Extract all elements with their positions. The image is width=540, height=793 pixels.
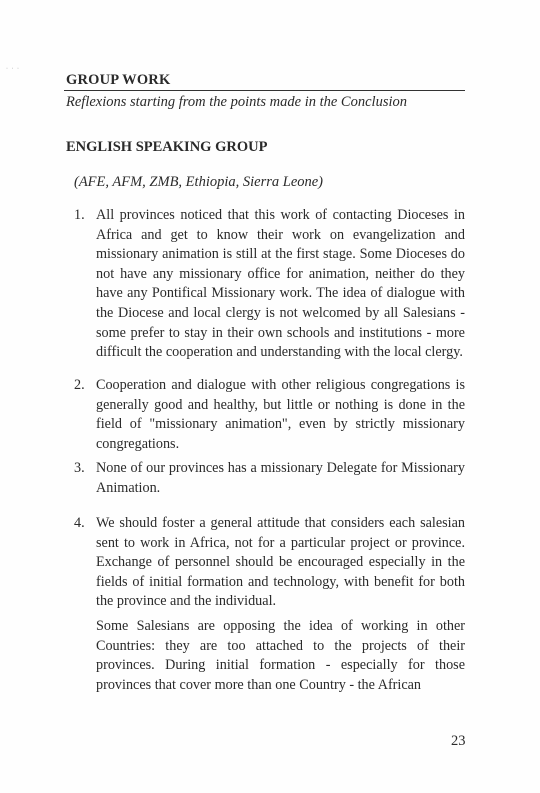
item-number: 2. bbox=[74, 377, 85, 393]
item-number: 1. bbox=[74, 207, 85, 223]
heading-rule bbox=[64, 90, 465, 91]
list-item-2 bbox=[74, 376, 465, 454]
list-item-4 bbox=[74, 514, 465, 612]
page-subtitle: Reflexions starting from the points made in the Conclusion bbox=[66, 94, 407, 110]
item-number: 4. bbox=[74, 515, 85, 531]
item-number: 3. bbox=[74, 460, 85, 476]
list-item-3 bbox=[74, 459, 465, 498]
group-provinces: (AFE, AFM, ZMB, Ethiopia, Sierra Leone) bbox=[74, 174, 324, 190]
section-title: ENGLISH SPEAKING GROUP bbox=[66, 139, 268, 155]
item-text: We should foster a general attitude that considers each salesian sent to work in Africa, not for a particular project or province. Exchange of personnel should be encouraged especially in the fields of initial formation and technology, with benefit for both the province and the individual. bbox=[96, 515, 465, 610]
page-number: 23 bbox=[451, 733, 466, 749]
list-item-1 bbox=[74, 206, 465, 363]
item-text: All provinces noticed that this work of contacting Dioceses in Africa and get to know their work on evangelization and missionary animation is still at the first stage. Some Dioceses do not have any missionary office for animation, neither do they have any Pontifical Missionary work. The idea of dialogue with the Diocese and local clergy is not welcomed by all Salesians - some prefer to stay in their own schools and institutions - more difficult the cooperation and understanding with the local clergy. bbox=[96, 207, 465, 361]
page-heading: GROUP WORK bbox=[66, 72, 171, 88]
item-text: Cooperation and dialogue with other religious congregations is generally good and healthy, but little or nothing is done in the field of "missionary animation", even by strictly missionary congregations. bbox=[96, 377, 465, 452]
continuation-paragraph: Some Salesians are opposing the idea of working in other Countries: they are too attached to the projects of their provinces. During initial formation - especially for those provinces that cover more than one Country - the African bbox=[96, 618, 465, 693]
item-text: None of our provinces has a missionary Delegate for Missionary Animation. bbox=[96, 460, 465, 496]
scan-mark: · · · bbox=[6, 66, 20, 72]
